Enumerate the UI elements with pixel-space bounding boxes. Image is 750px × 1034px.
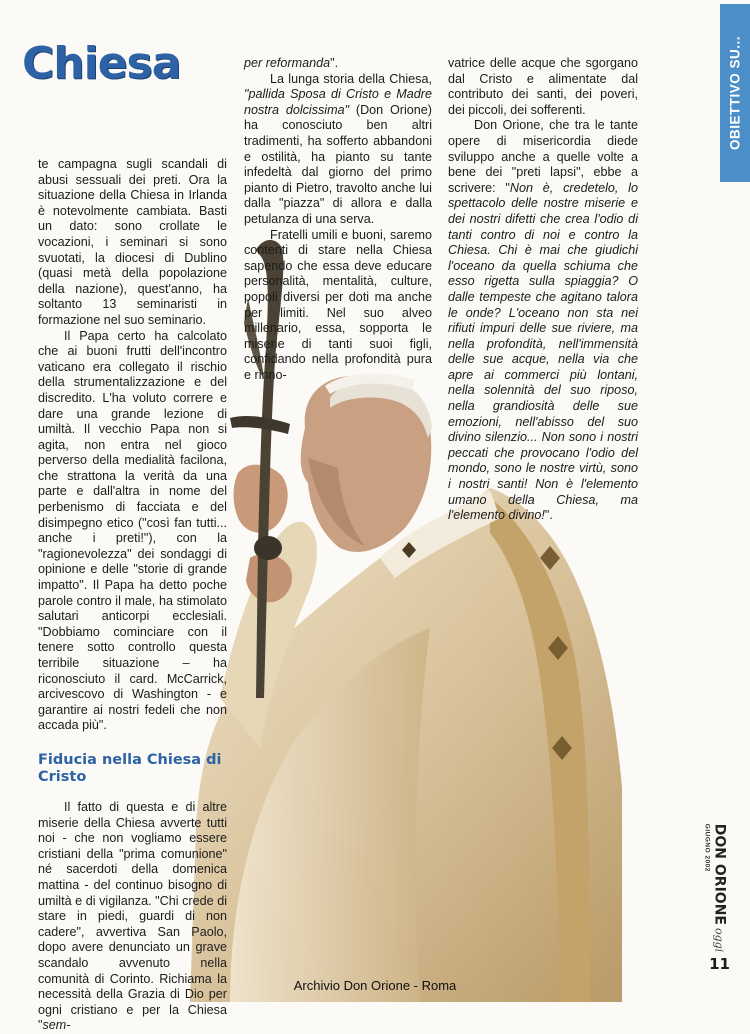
archive-credit: Archivio Don Orione - Roma [293, 978, 457, 993]
section-tab-label: OBIETTIVO SU... [727, 35, 743, 151]
col1-paragraph-2: Il Papa certo ha calcolato che ai buoni frutti dell'incontro vaticano era collegato il rischio della strumentalizzazione e del discredito. L'ha voluto correre e dare una grande lezione di umiltà. Il vecchio Papa non si agita, non entra nel gioco perverso della medialità facilona, che strattona la verità da una parte e dall'altra in nome del perbenismo di facciata e del disimpegno etico ("così fan tutti... anche i preti!"), con la "ragionevolezza" dei sondaggi di opinione e delle "storie di grande impatto". Il Papa ha detto poche parole contro il male, ha stimolato salutari anticorpi ecclesiali. "Dobbiamo cominciare con il tenere sotto controllo questa terribile situazione – ha riconosciuto il card. McCarrick, arcivescovo di Washington - e garantire ai nostri fedeli che non accada più". [38, 328, 227, 733]
magazine-name: DON ORIONE [711, 823, 728, 925]
col2-paragraph-1 [244, 56, 432, 72]
col3-paragraph-2-start: Don Orione, che tra le tante opere di misericordia diede sviluppo anche a quelle volte a bene dei "preti lapsi", ebbe a scrivere: " [448, 118, 638, 195]
magazine-masthead [696, 823, 736, 953]
col3-paragraph-2-quote: Non è, credetelo, lo spettacolo delle nostre miserie e dei nostri difetti che crea l'odio di tanti contro di noi e contro la Chiesa. Chi è mai che giudichi l'oceano da quella schiuma che esso rigetta sulla spiaggia? O dalle tempeste che agitano talora le onde? L'oceano non sta nei rifiuti impuri delle sue riviere, ma nella profondità, nell'immensità delle sue acque, nella via che apre ai commerci più lontani, nella solennità del suo riposo, nella grandiosità delle sue emozioni, nell'abisso del suo divino silenzio... Non sono i nostri peccati che provocano l'odio del mondo, sono le nostre virtù, sono i nostri santi! Non è l'elemento umano della Chiesa, ma l'elemento divino! [448, 180, 638, 523]
col3-paragraph-2 [448, 118, 638, 523]
col2-paragraph-1-end: ". [330, 56, 339, 70]
col2-paragraph-3: Fratelli umili e buoni, saremo contenti di stare nella Chiesa sapendo che essa deve educare personalità, mentalità, culture, popoli diversi per doti ma anche per limiti. Nel suo alveo millenario, essa, sopporta le miserie di tanti suoi figli, confidando nella profondità pura e rinno- [244, 227, 432, 382]
col2-paragraph-2-quote: "pallida Sposa di Cristo e Madre nostra dolcissima" [244, 87, 432, 117]
section-tab [720, 4, 750, 182]
page-number: 11 [709, 955, 730, 973]
col1-paragraph-1: te campagna sugli scandali di abusi sessuali dei preti. Ora la situazione della Chiesa in Irlanda è notevolmente cambiata. Basti un dato: sono crollate le vocazioni, i seminari si sono svuotati, la diocesi di Dublino (quasi metà della popolazione della nazione), quest'anno, ha soltanto 13 seminaristi in formazione nel suo seminario. [38, 157, 227, 327]
col1-paragraph-3 [38, 800, 227, 1034]
col3-paragraph-2-end: ". [544, 508, 553, 523]
col2-paragraph-2-start: La lunga storia della Chiesa, [270, 71, 432, 86]
subheading: Fiducia nella Chiesa di Cristo [38, 751, 222, 785]
magazine-oggi: oggi [712, 927, 726, 953]
column-1 [38, 157, 227, 1034]
col3-paragraph-1: vatrice delle acque che sgorgano dal Cristo e alimentate dal contributo dei santi, dei poveri, dei piccoli, dei sofferenti. [448, 56, 638, 117]
col2-paragraph-2 [244, 72, 432, 228]
col2-paragraph-2-end: (Don Orione) ha conosciuto ben altri tradimenti, ha sofferto abbandoni e ostilità, ha pianto su tante infedeltà dal giorno del primo pianto di Pietro, travolto anche lui dalla "piazza" di allora e dalla petulanza di una serva. [244, 102, 432, 226]
issue-date: GIUGNO 2002 [703, 823, 711, 872]
column-3 [448, 56, 638, 524]
col1-paragraph-3-italic: sem- [42, 1018, 71, 1033]
page-title: Chiesa [22, 38, 181, 89]
col1-paragraph-3-text: Il fatto di questa e di altre miserie della Chiesa avverte tutti noi - che non vogliamo essere cristiani della "prima comunione" né sacerdoti della domenica mattina - del continuo bisogno di umiltà e di vigilanza. "Chi crede di stare in piedi, guardi di non cadere", avvertiva San Paolo, dopo avere denunciato un grave scandalo avvenuto nella comunità di Corinto. Richiama la necessità della Grazia di Dio per ogni cristiano e per la Chiesa " [38, 799, 227, 1033]
col2-paragraph-1-italic: per reformanda [244, 56, 331, 70]
column-2 [244, 56, 432, 383]
